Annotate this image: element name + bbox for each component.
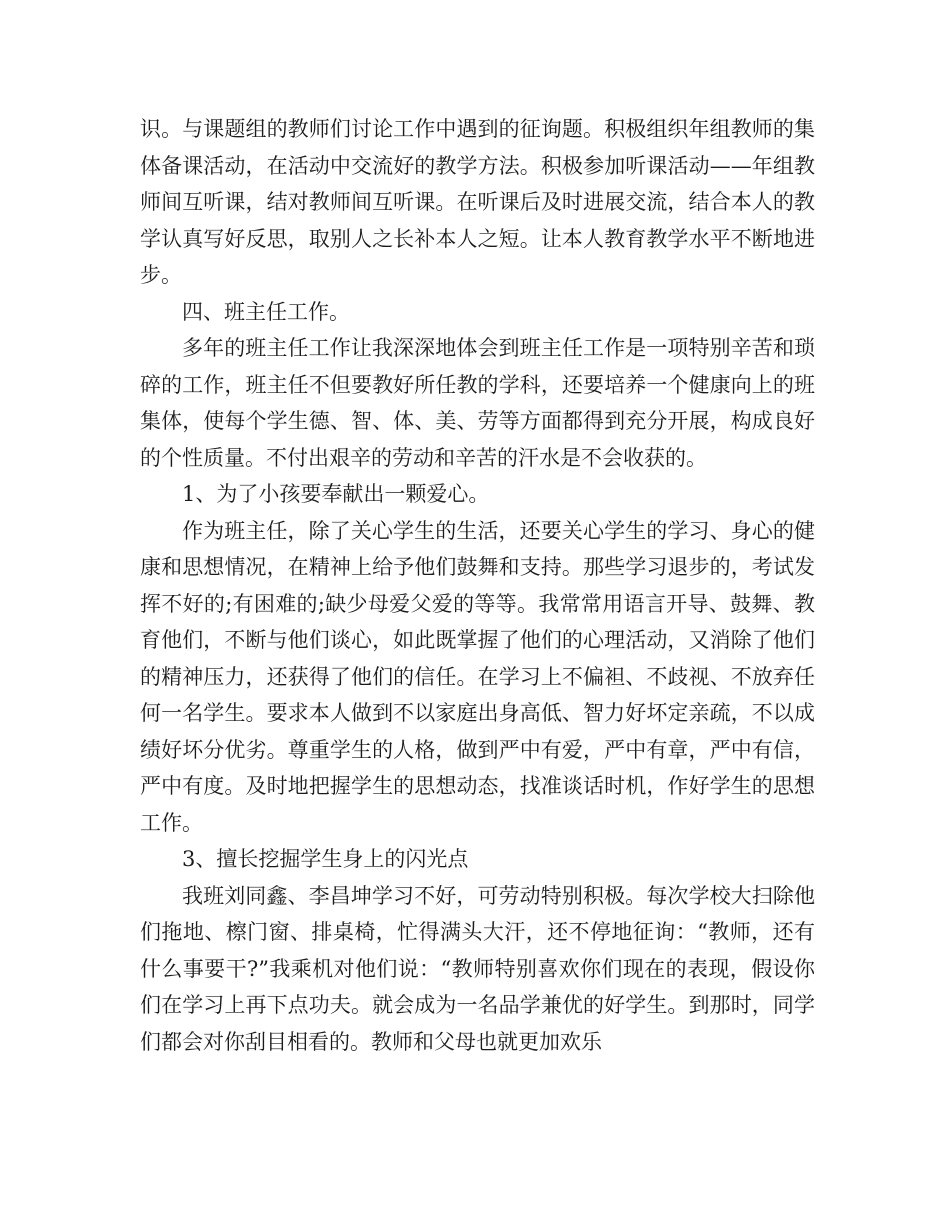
subheading-find-strengths: 3、擅长挖掘学生身上的闪光点	[182, 847, 469, 871]
paragraph-caring-students: 作为班主任，除了关心学生的生活，还要关心学生的学习、身心的健康和思想情况，在精神上给予他们鼓舞和支持。那些学习退步的，考试发挥不好的;有困难的;缺少母爱父爱的等等。我常常用语言开导、鼓舞、教育他们，不断与他们谈心，如此既掌握了他们的心理活动，又消除了他们的精神压力，还获得了他们的信任。在学习上不偏袒、不歧视、不放弃任何一名学生。要求本人做到不以家庭出身高低、智力好坏定亲疏，不以成绩好坏分优劣。尊重学生的人格，做到严中有爱，严中有章，严中有信，严中有度。及时地把握学生的思想动态，找准谈话时机，作好学生的思想工作。	[140, 518, 815, 835]
subheading-devote-love: 1、为了小孩要奉献出一颗爱心。	[182, 482, 490, 506]
document-body	[140, 111, 815, 1060]
paragraph-student-example: 我班刘同鑫、李昌坤学习不好，可劳动特别积极。每次学校大扫除他们拖地、檫门窗、排桌椅，忙得满头大汗，还不停地征询：“教师，还有什么事要干?”我乘机对他们说：“教师特别喜欢你们现在的表现，假设你们在学习上再下点功夫。就会成为一名品学兼优的好学生。到那时，同学们都会对你刮目相看的。教师和父母也就更加欢乐	[140, 883, 815, 1054]
paragraph-class-teacher-intro: 多年的班主任工作让我深深地体会到班主任工作是一项特别辛苦和琐碎的工作，班主任不但要教好所任教的学科，还要培养一个健康向上的班集体，使每个学生德、智、体、美、劳等方面都得到充分开展，构成良好的个性质量。不付出艰辛的劳动和辛苦的汗水是不会收获的。	[140, 336, 815, 470]
section-heading-class-teacher-work: 四、班主任工作。	[182, 299, 350, 324]
paragraph-continuation: 识。与课题组的教师们讨论工作中遇到的征询题。积极组织年组教师的集体备课活动，在活动中交流好的教学方法。积极参加听课活动——年组教师间互听课，结对教师间互听课。在听课后及时进展交流，结合本人的教学认真写好反思，取别人之长补本人之短。让本人教育教学水平不断地进步。	[140, 117, 815, 287]
